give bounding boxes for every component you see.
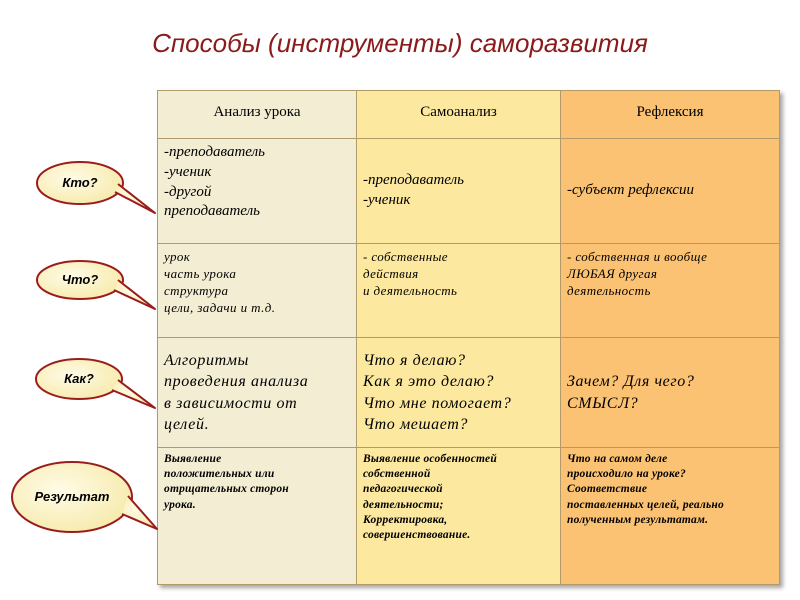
cell-line: полученным результатам. xyxy=(567,513,709,526)
cell-line: - собственная и вообще xyxy=(567,249,708,264)
cell-line: в зависимости от xyxy=(164,394,298,412)
cell-line: часть урока xyxy=(164,266,237,282)
cell-line: поставленных целей, реально xyxy=(567,498,724,511)
bubble-label-result: Результат xyxy=(34,489,110,504)
cell-line: -ученик xyxy=(363,192,411,208)
cell-line: Корректировка, xyxy=(363,513,448,526)
cell-line: целей. xyxy=(164,415,210,433)
cell-line: собственной xyxy=(363,468,431,481)
cell-line: Что на самом деле xyxy=(567,453,668,465)
cell-line: отрщательных сторон xyxy=(164,483,289,496)
cell-line: Соответствие xyxy=(567,483,648,496)
cell-line: педагогической xyxy=(363,483,443,496)
cell-line: -ученик xyxy=(164,163,212,180)
cell-line: преподаватель xyxy=(164,203,260,220)
cell-line: совершенствование. xyxy=(363,528,471,541)
page-title: Способы (инструменты) саморазвития xyxy=(152,28,648,58)
cell-line: Алгоритмы xyxy=(164,352,249,370)
bubble-label-how: Как? xyxy=(64,371,94,386)
cell-line: положительных или xyxy=(164,468,275,481)
cell-line: действия xyxy=(363,266,419,282)
cell-line: Что мне помогает? xyxy=(363,394,512,412)
cell-line: -другой xyxy=(164,183,212,200)
cell-line: структура xyxy=(164,283,229,299)
cell-line: СМЫСЛ? xyxy=(567,394,639,412)
cell-line: Зачем? Для чего? xyxy=(567,373,695,391)
header-reflection: Рефлексия xyxy=(561,91,780,139)
cell-line: Выявление особенностей xyxy=(363,453,497,465)
cell-line: ЛЮБАЯ другая xyxy=(567,266,658,282)
cell-line: Что мешает? xyxy=(363,415,469,433)
cell-line: цели, задачи и т.д. xyxy=(164,300,276,316)
cell-line: деятельности; xyxy=(363,498,444,511)
cell-line: проведения анализа xyxy=(164,373,309,391)
header-lesson-analysis: Анализ урока xyxy=(158,91,357,139)
cell-line: и деятельность xyxy=(363,283,458,299)
bubble-label-who: Кто? xyxy=(62,175,98,190)
bubble-label-what: Что? xyxy=(61,272,99,287)
cell-line: Что я делаю? xyxy=(363,352,466,370)
cell-line: Выявление xyxy=(164,453,222,465)
cell-line: -преподаватель xyxy=(363,172,464,189)
cell-line: Как я это делаю? xyxy=(363,373,494,391)
cell-line: происходило на уроке? xyxy=(567,468,686,481)
cell-line: урок xyxy=(164,249,191,264)
cell-line: -преподаватель xyxy=(164,144,265,160)
cell-line: деятельность xyxy=(567,283,651,299)
cell-line: урока. xyxy=(164,498,196,511)
cell-line: -субъект рефлексии xyxy=(567,182,694,199)
cell-line: - собственные xyxy=(363,249,448,264)
header-self-analysis: Самоанализ xyxy=(357,91,561,139)
